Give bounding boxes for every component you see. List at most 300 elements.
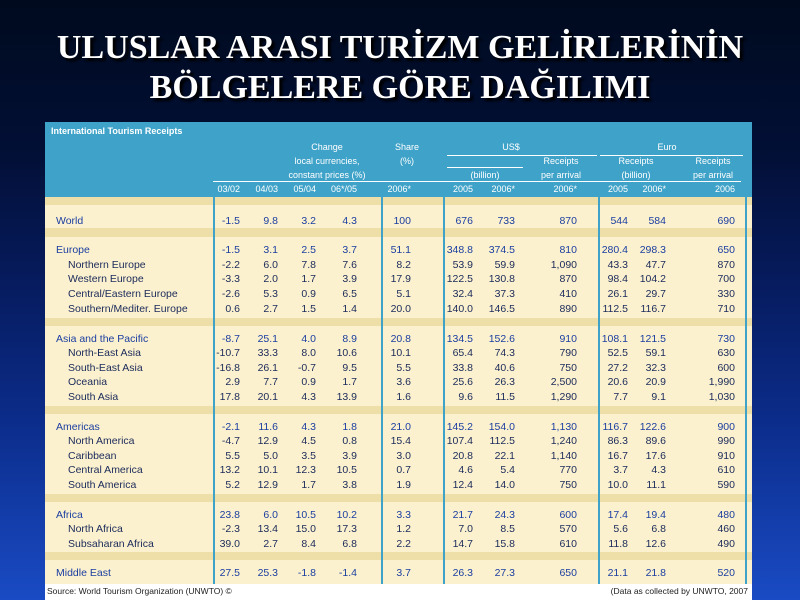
table-cell: 650 [717,244,735,256]
table-cell: 590 [717,479,735,491]
table-cell: 20.1 [257,391,278,403]
header-year-0: 03/02 [217,184,240,194]
table-cell: 154.0 [488,421,515,433]
table-cell: 59.1 [645,347,666,359]
header-year-6: 2006* [491,184,515,194]
table-cell: -1.5 [221,215,240,227]
table-cell: 460 [717,523,735,535]
row-label: Europe [56,244,90,256]
table-cell: 910 [717,450,735,462]
table-header [45,122,752,197]
table-cell: -2.2 [221,259,240,271]
table-cell: 1,290 [550,391,577,403]
table-row [45,434,752,448]
table-cell: 17.3 [336,523,357,535]
group-separator [45,552,752,560]
row-label: Central America [68,464,143,476]
table-cell: 16.7 [607,450,628,462]
table-cell: 98.4 [607,273,628,285]
table-cell: 3.5 [301,450,316,462]
table-cell: 7.6 [342,259,357,271]
table-cell: 23.8 [219,509,240,521]
header-euro-receipts-2: Receipts [695,156,731,166]
table-cell: 3.9 [342,273,357,285]
table-row [45,449,752,463]
table-cell: 21.1 [607,567,628,579]
table-cell: 10.2 [336,509,357,521]
table-cell: 20.8 [452,450,473,462]
table-cell: 59.9 [494,259,515,271]
table-cell: 2.9 [225,376,240,388]
table-cell: 20.9 [645,376,666,388]
table-cell: 5.2 [225,479,240,491]
table-row [45,361,752,375]
table-cell: 21.7 [452,509,473,521]
table-cell: 17.9 [390,273,411,285]
table-cell: -0.7 [297,362,316,374]
slide-title-line-2: BÖLGELERE GÖRE DAĞILIMI [149,69,651,106]
table-cell: 1.4 [342,303,357,315]
header-euro-per-arrival: per arrival [692,170,733,180]
table-cell: 2,500 [550,376,577,388]
header-usd: US$ [502,142,520,152]
table-cell: 770 [559,464,577,476]
table-cell: 3.7 [396,567,411,579]
table-cell: 21.8 [645,567,666,579]
table-cell: 2.2 [396,538,411,550]
table-cell: 39.0 [219,538,240,550]
table-cell: 122.6 [639,421,666,433]
table-cell: 374.5 [488,244,515,256]
table-cell: 600 [559,509,577,521]
group-separator [45,494,752,502]
table-cell: 26.3 [494,376,515,388]
table-cell: 33.3 [257,347,278,359]
table-cell: 6.0 [263,259,278,271]
table-cell: 74.3 [494,347,515,359]
table-cell: 40.6 [494,362,515,374]
table-cell: 10.5 [336,464,357,476]
header-euro: Euro [657,142,677,152]
table-cell: 5.4 [500,464,515,476]
table-cell: 690 [717,215,735,227]
table-cell: 130.8 [488,273,515,285]
row-label: North-East Asia [68,347,141,359]
table-cell: 0.6 [225,303,240,315]
table-cell: 27.2 [607,362,628,374]
table-row [45,537,752,551]
table-cell: 1.2 [396,523,411,535]
table-cell: 10.6 [336,347,357,359]
table-cell: 900 [717,421,735,433]
table-cell: 1,990 [708,376,735,388]
table-cell: 27.5 [219,567,240,579]
table-cell: 6.8 [342,538,357,550]
table-cell: 15.8 [494,538,515,550]
table-cell: 5.0 [263,450,278,462]
row-label: World [56,215,84,227]
table-cell: 24.3 [494,509,515,521]
table-cell: 14.0 [494,479,515,491]
group-separator [45,197,752,205]
table-cell: 1.6 [396,391,411,403]
table-cell: 1,130 [550,421,577,433]
row-label: Americas [56,421,100,433]
table-cell: 1,030 [708,391,735,403]
table-row [45,302,752,316]
row-label: Oceania [68,376,108,388]
table-cell: 116.7 [602,421,628,433]
table-cell: 108.1 [601,333,628,345]
table-cell: 37.3 [494,288,515,300]
header-euro-receipts: Receipts [618,156,654,166]
table-cell: 600 [717,362,735,374]
table-cell: 8.0 [301,347,316,359]
table-row [45,272,752,286]
slide-title-line-1: ULUSLAR ARASI TURİZM GELİRLERİNİN [56,29,744,66]
table-cell: 6.5 [342,288,357,300]
table-cell: 11.1 [646,479,666,491]
row-label: Africa [56,509,83,521]
table-cell: 8.5 [500,523,515,535]
table-cell: 4.3 [301,391,316,403]
table-cell: 3.3 [396,509,411,521]
table-row [45,463,752,477]
header-year-1: 04/03 [255,184,278,194]
table-cell: 4.3 [301,421,316,433]
table-cell: 3.9 [342,450,357,462]
table-cell: 112.5 [489,435,515,447]
table-cell: 13.4 [257,523,278,535]
table-cell: 17.8 [219,391,240,403]
table-cell: 5.5 [225,450,240,462]
table-cell: 3.6 [396,376,411,388]
table-cell: 26.3 [452,567,473,579]
table-cell: 86.3 [607,435,628,447]
table-cell: 20.6 [607,376,628,388]
table-cell: 107.4 [446,435,473,447]
table-cell: 121.5 [639,333,666,345]
table-cell: -8.7 [221,333,240,345]
table-cell: 26.1 [257,362,278,374]
table-cell: 32.4 [452,288,473,300]
table-cell: 676 [455,215,473,227]
table-cell: 410 [559,288,577,300]
table-cell: 12.3 [295,464,316,476]
table-cell: 25.6 [452,376,473,388]
table-cell: 47.7 [645,259,666,271]
table-cell: 13.9 [336,391,357,403]
table-row [45,287,752,301]
table-cell: 3.0 [396,450,411,462]
table-cell: 0.9 [301,376,316,388]
table-cell: 3.2 [301,215,316,227]
table-cell: 0.7 [396,464,411,476]
table-cell: 12.6 [645,538,666,550]
table-cell: 100 [393,215,411,227]
table-cell: 9.6 [458,391,473,403]
table-cell: 112.5 [602,303,628,315]
table-cell: 4.0 [301,333,316,345]
table-cell: 12.9 [257,435,278,447]
table-cell: 1,240 [550,435,577,447]
table-cell: 2.5 [301,244,316,256]
table-cell: 810 [559,244,577,256]
table-footer [45,584,752,600]
table-cell: 480 [717,509,735,521]
table-cell: 152.6 [488,333,515,345]
table-cell: 15.4 [390,435,411,447]
table-cell: 25.3 [257,567,278,579]
table-cell: 490 [717,538,735,550]
table-cell: 3.8 [342,479,357,491]
table-cell: 870 [717,259,735,271]
table-cell: 134.5 [446,333,473,345]
table-cell: 1.7 [301,273,316,285]
table-row [45,258,752,272]
table-cell: 4.3 [342,215,357,227]
table-cell: 104.2 [639,273,666,285]
table-cell: 9.8 [263,215,278,227]
table-cell: 15.0 [295,523,316,535]
table-cell: -3.3 [221,273,240,285]
table-cell: -2.1 [221,421,240,433]
tourism-receipts-table [45,122,752,585]
table-cell: 116.7 [640,303,666,315]
table-cell: 3.1 [263,244,278,256]
table-cell: 1.9 [396,479,411,491]
table-cell: 870 [559,273,577,285]
table-cell: 8.4 [301,538,316,550]
row-label: Northern Europe [68,259,146,271]
table-cell: 89.6 [645,435,666,447]
table-cell: 7.7 [613,391,628,403]
table-cell: 570 [559,523,577,535]
header-year-5: 2005 [452,184,473,194]
table-cell: -2.6 [221,288,240,300]
header-usd-receipts: Receipts [543,156,579,166]
table-cell: 2.7 [263,303,278,315]
group-separator [45,406,752,414]
table-row [45,332,752,346]
table-cell: 145.2 [446,421,473,433]
table-cell: 27.3 [494,567,515,579]
slide-title [0,28,800,108]
table-cell: 733 [497,215,515,227]
table-cell: 53.9 [452,259,473,271]
header-share: Share [394,142,420,152]
table-cell: 7.0 [458,523,473,535]
table-cell: 5.1 [396,288,411,300]
table-cell: 2.0 [263,273,278,285]
table-cell: 4.5 [301,435,316,447]
table-row [45,390,752,404]
table-cell: 25.1 [257,333,278,345]
table-cell: 22.1 [494,450,515,462]
table-cell: 710 [717,303,735,315]
header-year-2: 05/04 [293,184,316,194]
table-cell: 330 [717,288,735,300]
header-usd-billion: (billion) [470,170,500,180]
table-cell: 5.3 [263,288,278,300]
table-cell: 990 [717,435,735,447]
table-cell: 1,090 [550,259,577,271]
table-row [45,375,752,389]
table-cell: 11.8 [608,538,628,550]
table-cell: 750 [559,479,577,491]
table-cell: 140.0 [446,303,473,315]
table-cell: 1.7 [342,376,357,388]
table-cell: 890 [559,303,577,315]
group-separator [45,228,752,237]
table-cell: -4.7 [221,435,240,447]
table-cell: 21.0 [390,421,411,433]
table-cell: 65.4 [452,347,473,359]
table-cell: 11.5 [495,391,515,403]
table-cell: -1.5 [221,244,240,256]
header-year-7: 2006* [553,184,577,194]
table-row [45,478,752,492]
table-cell: 122.5 [446,273,473,285]
table-cell: 146.5 [488,303,515,315]
table-cell: 51.1 [390,244,411,256]
table-cell: 20.8 [390,333,411,345]
row-label: South Asia [68,391,119,403]
header-share-sub: (%) [400,156,414,166]
row-label: Central/Eastern Europe [68,288,178,300]
header-change-sub1: local currencies, [294,156,360,166]
table-cell: 10.1 [257,464,278,476]
header-change-sub2: constant prices (%) [288,170,366,180]
table-cell: 1.8 [342,421,357,433]
table-cell: 5.6 [613,523,628,535]
table-cell: 9.1 [651,391,666,403]
table-row [45,522,752,536]
table-cell: 790 [559,347,577,359]
table-cell: 6.0 [263,509,278,521]
table-cell: 5.5 [396,362,411,374]
table-cell: 910 [559,333,577,345]
table-cell: 9.5 [342,362,357,374]
row-label: South-East Asia [68,362,143,374]
group-separator [45,318,752,326]
table-row [45,566,752,580]
header-year-3: 06*/05 [330,184,357,194]
table-cell: 13.2 [219,464,240,476]
table-cell: 730 [717,333,735,345]
table-cell: 17.6 [645,450,666,462]
table-cell: 7.8 [301,259,316,271]
header-year-10: 2006 [714,184,735,194]
table-cell: 630 [717,347,735,359]
table-cell: 0.9 [301,288,316,300]
table-cell: -10.7 [216,347,240,359]
table-cell: 43.3 [607,259,628,271]
table-cell: 2.7 [263,538,278,550]
table-cell: 650 [559,567,577,579]
table-cell: 10.0 [607,479,628,491]
table-cell: -1.4 [338,567,357,579]
row-label: Asia and the Pacific [56,333,149,345]
table-cell: 1,140 [550,450,577,462]
table-row [45,508,752,522]
table-cell: 8.9 [342,333,357,345]
table-cell: 14.7 [452,538,473,550]
table-cell: 8.2 [396,259,411,271]
table-cell: 1.7 [301,479,316,491]
table-cell: 700 [717,273,735,285]
table-cell: 10.1 [390,347,411,359]
header-year-4: 2006* [387,184,411,194]
table-cell: 12.9 [257,479,278,491]
table-row [45,346,752,360]
data-collection-note: (Data as collected by UNWTO, 2007 [610,586,748,596]
table-cell: 3.7 [342,244,357,256]
table-cell: 33.8 [452,362,473,374]
table-cell: 19.4 [645,509,666,521]
row-label: Caribbean [68,450,117,462]
table-cell: 544 [610,215,628,227]
table-cell: 32.3 [645,362,666,374]
table-cell: 6.8 [651,523,666,535]
table-cell: 20.0 [390,303,411,315]
header-year-8: 2005 [607,184,628,194]
table-cell: -16.8 [216,362,240,374]
table-cell: 610 [717,464,735,476]
table-cell: 1.5 [301,303,316,315]
table-cell: 280.4 [601,244,628,256]
table-cell: 4.6 [458,464,473,476]
header-euro-billion: (billion) [621,170,651,180]
header-change: Change [311,142,343,152]
row-label: Subsaharan Africa [68,538,154,550]
table-cell: -2.3 [221,523,240,535]
table-row [45,243,752,257]
table-cell: 3.7 [613,464,628,476]
row-label: South America [68,479,137,491]
table-row [45,420,752,434]
source-note: Source: World Tourism Organization (UNWTO) © [47,586,232,596]
table-cell: 29.7 [645,288,666,300]
table-cell: 520 [717,567,735,579]
table-cell: 584 [648,215,666,227]
table-cell: -1.8 [297,567,316,579]
table-cell: 17.4 [607,509,628,521]
table-title: International Tourism Receipts [51,126,183,136]
row-label: Middle East [56,567,111,579]
header-usd-per-arrival: per arrival [540,170,581,180]
table-cell: 10.5 [295,509,316,521]
row-label: North America [68,435,135,447]
table-cell: 348.8 [446,244,473,256]
row-label: North Africa [68,523,123,535]
header-year-9: 2006* [642,184,666,194]
table-cell: 0.8 [342,435,357,447]
table-cell: 610 [559,538,577,550]
table-cell: 11.6 [258,421,278,433]
table-cell: 7.7 [263,376,278,388]
table-cell: 26.1 [607,288,628,300]
row-label: Western Europe [68,273,144,285]
row-label: Southern/Mediter. Europe [68,303,188,315]
table-cell: 750 [559,362,577,374]
table-cell: 4.3 [651,464,666,476]
table-cell: 12.4 [452,479,473,491]
table-cell: 52.5 [607,347,628,359]
table-row [45,214,752,228]
table-cell: 870 [559,215,577,227]
table-cell: 298.3 [639,244,666,256]
